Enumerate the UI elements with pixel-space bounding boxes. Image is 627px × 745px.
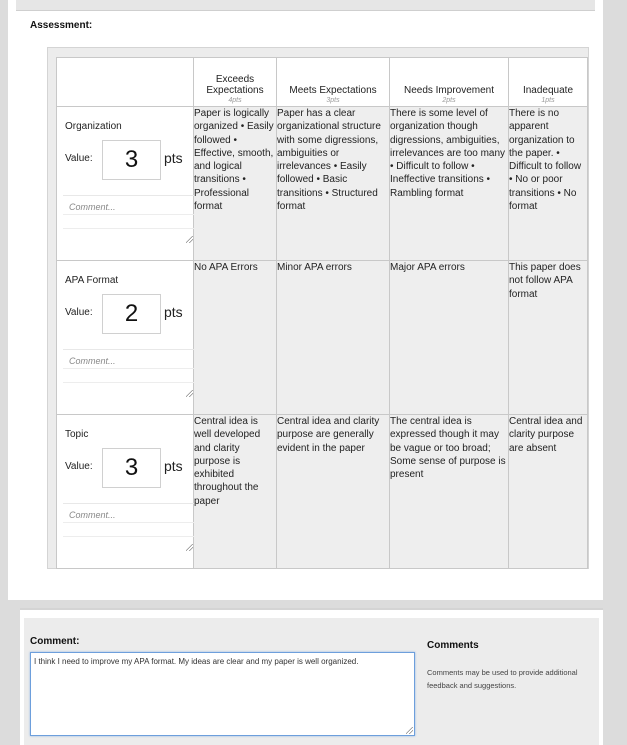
value-label: Value: bbox=[65, 153, 93, 164]
criterion-comment-field[interactable] bbox=[63, 503, 194, 552]
level-header-inadequate bbox=[509, 58, 588, 107]
level-description-cell[interactable]: This paper does not follow APA format bbox=[509, 261, 588, 415]
criterion-row-organization bbox=[57, 107, 588, 261]
level-description-cell[interactable]: Paper is logically organized • Easily followed • Effective, smooth, and logical transitions • Professional format bbox=[194, 107, 277, 261]
overall-comment-textarea[interactable] bbox=[30, 652, 415, 736]
resize-handle-icon[interactable] bbox=[186, 390, 193, 397]
level-points: 1pts bbox=[541, 97, 555, 104]
criterion-row-topic bbox=[57, 415, 588, 569]
level-description-cell[interactable]: Minor APA errors bbox=[277, 261, 390, 415]
criterion-row-apa-format bbox=[57, 261, 588, 415]
rubric-container bbox=[47, 47, 589, 569]
level-description-cell[interactable]: Paper has a clear organizational structure with some digressions, ambiguities or irrelevances • Easily followed • Basic transitions • Structured format bbox=[277, 107, 390, 261]
level-header-exceeds bbox=[194, 58, 277, 107]
level-description-cell[interactable]: Central idea is well developed and clarity purpose is exhibited throughout the paper bbox=[194, 415, 277, 569]
comment-heading: Comment: bbox=[30, 636, 80, 647]
level-points: 4pts bbox=[228, 97, 242, 104]
level-name: Meets Expectations bbox=[289, 85, 377, 96]
criterion-comment-field[interactable] bbox=[63, 349, 194, 398]
rubric-table bbox=[56, 57, 588, 569]
criterion-cell bbox=[57, 107, 194, 261]
resize-handle-icon[interactable] bbox=[186, 236, 193, 243]
comment-placeholder: Comment... bbox=[69, 510, 116, 520]
level-name: Exceeds Expectations bbox=[206, 74, 264, 96]
criterion-comment-field[interactable] bbox=[63, 195, 194, 244]
comment-panel bbox=[20, 608, 603, 745]
assessment-panel bbox=[8, 0, 603, 600]
comments-sidebar-title: Comments bbox=[427, 640, 479, 651]
points-unit: pts bbox=[164, 458, 183, 474]
level-points: 3pts bbox=[326, 97, 340, 104]
assessment-heading: Assessment: bbox=[30, 20, 93, 31]
points-unit: pts bbox=[164, 304, 183, 320]
level-description-cell[interactable]: No APA Errors bbox=[194, 261, 277, 415]
comment-placeholder: Comment... bbox=[69, 202, 116, 212]
level-name: Inadequate bbox=[522, 85, 574, 96]
rubric-corner-cell bbox=[57, 58, 194, 107]
overall-comment-text: I think I need to improve my APA format. My ideas are clear and my paper is well organized. bbox=[34, 657, 359, 666]
criterion-name: Topic bbox=[65, 429, 89, 440]
value-label: Value: bbox=[65, 307, 93, 318]
level-header-needs-improvement bbox=[390, 58, 509, 107]
resize-handle-icon[interactable] bbox=[406, 727, 413, 734]
criterion-cell bbox=[57, 415, 194, 569]
level-description-cell[interactable]: Central idea and clarity purpose are absent bbox=[509, 415, 588, 569]
points-unit: pts bbox=[164, 150, 183, 166]
score-input[interactable]: 2 bbox=[102, 294, 161, 334]
level-description-cell[interactable]: Major APA errors bbox=[390, 261, 509, 415]
comments-help-text: Comments may be used to provide additional feedback and suggestions. bbox=[427, 668, 578, 690]
criterion-name: APA Format bbox=[65, 275, 119, 286]
level-description-cell[interactable]: The central idea is expressed though it may be vague or too broad; Some sense of purpose is present bbox=[390, 415, 509, 569]
criterion-name: Organization bbox=[65, 121, 122, 132]
value-label: Value: bbox=[65, 461, 93, 472]
level-points: 2pts bbox=[442, 97, 456, 104]
criterion-cell bbox=[57, 261, 194, 415]
level-description-cell[interactable]: Central idea and clarity purpose are generally evident in the paper bbox=[277, 415, 390, 569]
score-input[interactable]: 3 bbox=[102, 140, 161, 180]
level-description-cell[interactable]: There is no apparent organization to the paper. • Difficult to follow • No or poor transitions • No format bbox=[509, 107, 588, 261]
comment-placeholder: Comment... bbox=[69, 356, 116, 366]
level-description-cell[interactable]: There is some level of organization though digressions, ambiguities, irrelevances are too many • Difficult to follow • Ineffective transitions • Rambling format bbox=[390, 107, 509, 261]
level-header-meets bbox=[277, 58, 390, 107]
resize-handle-icon[interactable] bbox=[186, 544, 193, 551]
comment-panel-inner bbox=[24, 618, 599, 745]
level-name: Needs Improvement bbox=[403, 85, 495, 96]
score-input[interactable]: 3 bbox=[102, 448, 161, 488]
